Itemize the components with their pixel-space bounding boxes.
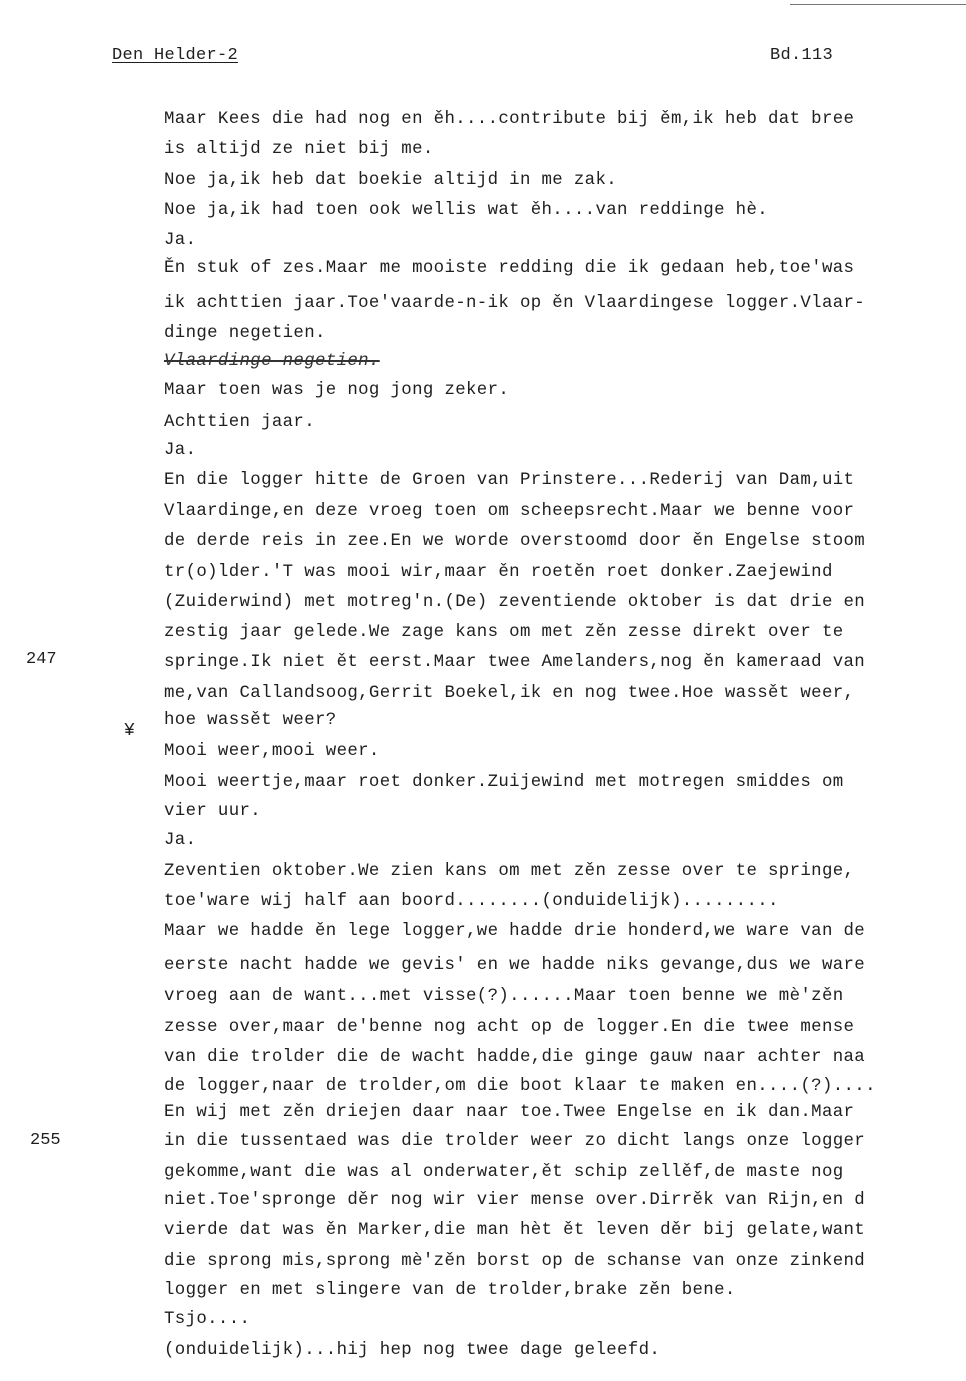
text-line: Ja.: [164, 231, 197, 250]
text-line: Zeventien oktober.We zien kans om met zěn zesse over te springe,: [164, 862, 855, 881]
text-line: gekomme,want die was al onderwater,ět schip zellěf,de maste nog: [164, 1163, 844, 1182]
text-line: hoe wassět weer?: [164, 711, 337, 730]
text-line: (onduidelijk)...hij hep nog twee dage geleefd.: [164, 1341, 661, 1360]
text-line: Noe ja,ik heb dat boekie altijd in me zak.: [164, 171, 618, 190]
text-line: vierde dat was ěn Marker,die man hèt ět leven děr bij gelate,want: [164, 1221, 866, 1240]
text-line: de derde reis in zee.En we worde overstoomd door ěn Engelse stoom: [164, 532, 866, 551]
text-line: En die logger hitte de Groen van Prinstere...Rederij van Dam,uit: [164, 471, 855, 490]
text-line: Maar we hadde ěn lege logger,we hadde drie honderd,we ware van de: [164, 922, 866, 941]
text-line: Tsjo....: [164, 1310, 251, 1329]
text-line: Vlaardinge,en deze vroeg toen om scheepsrecht.Maar we benne voor: [164, 502, 855, 521]
text-line: toe'ware wij half aan boord........(onduidelijk).........: [164, 892, 779, 911]
text-line: ik achttien jaar.Toe'vaarde-n-ik op ěn Vlaardingese logger.Vlaar-: [164, 294, 866, 313]
text-line: van die trolder die de wacht hadde,die ginge gauw naar achter naa: [164, 1048, 866, 1067]
text-line: zesse over,maar de'benne nog acht op de logger.En die twee mense: [164, 1018, 855, 1037]
text-line: vier uur.: [164, 802, 262, 821]
struck-text-line: Vlaardinge negetien.: [164, 352, 380, 371]
text-line: de logger,naar de trolder,om die boot klaar te maken en....(?)....: [164, 1077, 876, 1096]
text-line: En wij met zěn driejen daar naar toe.Twee Engelse en ik dan.Maar: [164, 1103, 855, 1122]
text-line: Ěn stuk of zes.Maar me mooiste redding die ik gedaan heb,toe'was: [164, 259, 855, 278]
header-title: Den Helder-2: [112, 46, 239, 65]
text-line: Ja.: [164, 441, 197, 460]
text-line: springe.Ik niet ět eerst.Maar twee Amelanders,nog ěn kameraad van: [164, 653, 866, 672]
margin-note-255: 255: [30, 1131, 61, 1150]
text-line: me,van Callandsoog,Gerrit Boekel,ik en nog twee.Hoe wassět weer,: [164, 684, 855, 703]
text-line: tr(o)lder.'T was mooi wir,maar ěn roetěn roet donker.Zaejewind: [164, 563, 833, 582]
text-line: in die tussentaed was die trolder weer zo dicht langs onze logger: [164, 1132, 866, 1151]
text-line: eerste nacht hadde we gevis' en we hadde niks gevange,dus we ware: [164, 956, 866, 975]
text-line: Mooi weertje,maar roet donker.Zuijewind met motregen smiddes om: [164, 773, 844, 792]
text-line: Noe ja,ik had toen ook wellis wat ěh....van reddinge hè.: [164, 201, 769, 220]
text-line: is altijd ze niet bij me.: [164, 140, 434, 159]
text-line: Mooi weer,mooi weer.: [164, 742, 380, 761]
text-line: Achttien jaar.: [164, 413, 316, 432]
text-line: Maar Kees die had nog en ěh....contribute bij ěm,ik heb dat bree: [164, 110, 855, 129]
text-line: zestig jaar gelede.We zage kans om met zěn zesse direkt over te: [164, 623, 844, 642]
page-number: Bd.113: [770, 46, 834, 65]
text-line: niet.Toe'spronge děr nog wir vier mense over.Dirrěk van Rijn,en d: [164, 1191, 866, 1210]
text-line: Ja.: [164, 831, 197, 850]
margin-note-247: 247: [26, 650, 57, 669]
text-line: logger en met slingere van de trolder,brake zěn bene.: [164, 1281, 736, 1300]
text-line: vroeg aan de want...met visse(?)......Maar toen benne we mè'zěn: [164, 987, 844, 1006]
top-rule: [790, 4, 966, 5]
text-line: die sprong mis,sprong mè'zěn borst op de schanse van onze zinkend: [164, 1252, 866, 1271]
text-line: (Zuiderwind) met motreg'n.(De) zeventiende oktober is dat drie en: [164, 593, 866, 612]
text-line: dinge negetien.: [164, 324, 326, 343]
margin-check-mark: ¥: [124, 721, 135, 741]
text-line: Maar toen was je nog jong zeker.: [164, 381, 510, 400]
